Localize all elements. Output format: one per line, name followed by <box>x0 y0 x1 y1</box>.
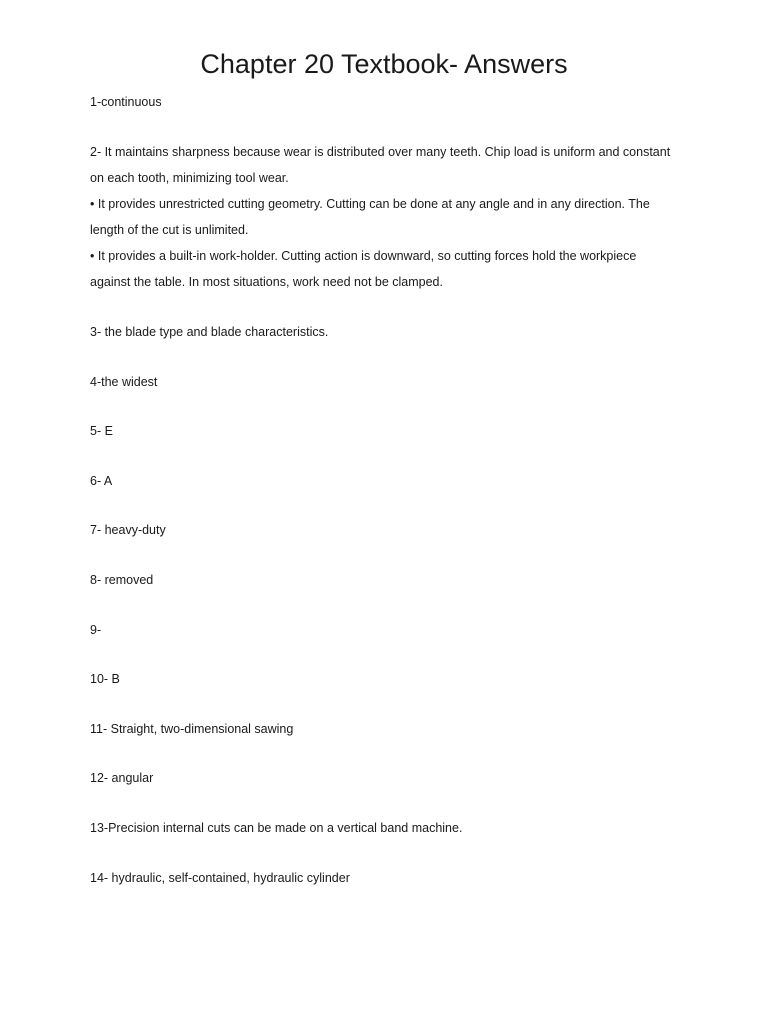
answer-12: 12- angular <box>90 771 154 785</box>
answer-14: 14- hydraulic, self-contained, hydraulic cylinder <box>90 871 350 885</box>
answer-6: 6- A <box>90 474 113 488</box>
answer-2-line-5: • It provides a built-in work-holder. Cutting action is downward, so cutting forces hold the workpiece <box>90 249 637 263</box>
answer-9: 9- <box>90 623 102 637</box>
answer-4: 4-the widest <box>90 375 158 389</box>
answer-11: 11- Straight, two-dimensional sawing <box>90 722 294 736</box>
answer-1: 1-continuous <box>90 95 162 109</box>
answer-13: 13-Precision internal cuts can be made on a vertical band machine. <box>90 821 463 835</box>
answer-8: 8- removed <box>90 573 154 587</box>
answer-2-line-3: • It provides unrestricted cutting geometry. Cutting can be done at any angle and in any direction. The <box>90 197 650 211</box>
answer-2-line-2: on each tooth, minimizing tool wear. <box>90 171 289 185</box>
answer-2-line-1: 2- It maintains sharpness because wear is distributed over many teeth. Chip load is uniform and constant <box>90 145 671 159</box>
answer-2-line-6: against the table. In most situations, work need not be clamped. <box>90 275 443 289</box>
answer-5: 5- E <box>90 424 113 438</box>
answer-7: 7- heavy-duty <box>90 523 166 537</box>
answer-3: 3- the blade type and blade characteristics. <box>90 325 329 339</box>
answer-2-line-4: length of the cut is unlimited. <box>90 223 249 237</box>
answer-10: 10- B <box>90 672 120 686</box>
page-title: Chapter 20 Textbook- Answers <box>200 49 568 79</box>
